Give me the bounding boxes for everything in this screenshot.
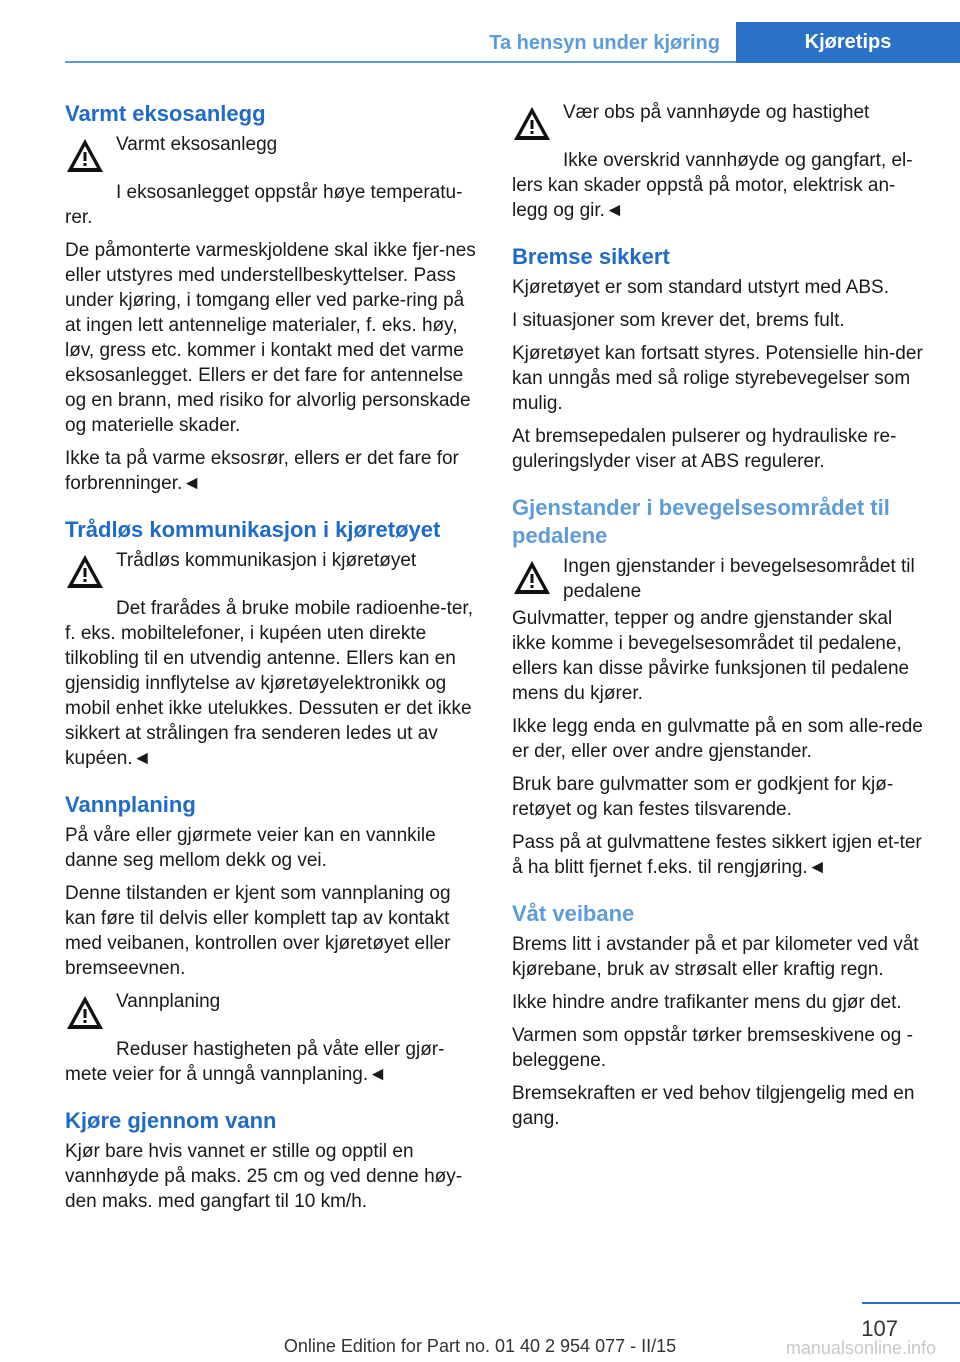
section-gjenstander-pedalene — [512, 494, 928, 880]
warning-triangle-icon — [65, 552, 105, 592]
warning-box — [512, 554, 928, 606]
warning-box — [65, 989, 481, 1041]
right-column — [512, 100, 928, 1151]
paragraph: Gulvmatter, tepper og andre gjenstander skal ikke komme i bevegelsesområdet til pedalene, ellers kan disse påvirke funksjonen til pedalene mens du kjører. — [512, 608, 910, 704]
section-vat-veibane — [512, 900, 928, 1131]
edition-note: Online Edition for Part no. 01 40 2 954 077 - II/15 — [283, 1336, 677, 1356]
paragraph: På våre eller gjørmete veier kan en vannkile danne seg mellom dekk og vei. — [65, 825, 436, 871]
paragraph: Varmen som oppstår tørker bremseskivene og -beleggene. — [512, 1025, 913, 1071]
footer-rule — [862, 1302, 960, 1304]
section-heading: Gjenstander i bevegelsesområdet til pedalene — [512, 495, 890, 548]
paragraph: Pass på at gulvmattene festes sikkert igjen et-ter å ha blitt fjernet f.eks. til rengjøring.◄ — [512, 832, 922, 878]
section-kjore-gjennom-vann — [65, 1107, 481, 1214]
warning-vannhoyde — [512, 100, 928, 223]
paragraph: De påmonterte varmeskjoldene skal ikke fjer-nes eller utstyres med understellbeskyttelser. Pass under kjøring, i tomgang eller ved parke-ring på at ingen lett antennelige materialer, f. eks. høy, løv, gress etc. kommer i kontakt med det varme eksosanlegget. Ellers er det fare for antennelse og en brann, med risiko for alvorlig personskade og materielle skader. — [65, 240, 476, 436]
section-heading: Vannplaning — [65, 792, 196, 817]
section-heading: Våt veibane — [512, 901, 635, 926]
warning-triangle-icon — [512, 104, 552, 144]
watermark: manualsonline.info — [785, 1338, 936, 1358]
section-heading: Kjøre gjennom vann — [65, 1108, 277, 1133]
paragraph: I situasjoner som krever det, brems fult. — [512, 310, 845, 331]
section-tradlos-kommunikasjon — [65, 516, 481, 771]
warning-title: Vær obs på vannhøyde og hastighet — [563, 102, 870, 123]
warning-text: Det frarådes å bruke mobile radioenhe-ter, f. eks. mobiltelefoner, i kupéen uten direkte tilkobling til en utvendig antenne. Ellers kan en gjensidig innflytelse av kjøretøyelektronikk og mobil enhet ikke utelukkes. Dessuten er det ikke sikkert at strålingen fra senderen ledes ut av kupéen.◄ — [65, 598, 473, 769]
paragraph: Ikke hindre andre trafikanter mens du gjør det. — [512, 992, 902, 1013]
paragraph: Bruk bare gulvmatter som er godkjent for kjø-retøyet og kan festes tilsvarende. — [512, 774, 894, 820]
warning-title: Trådløs kommunikasjon i kjøretøyet — [116, 550, 417, 571]
paragraph: Bremsekraften er ved behov tilgjengelig med en gang. — [512, 1083, 915, 1129]
paragraph: Kjøretøyet er som standard utstyrt med ABS. — [512, 277, 889, 298]
header-section-title: Ta hensyn under kjøring — [489, 32, 720, 54]
paragraph: Brems litt i avstander på et par kilometer ved våt kjørebane, bruk av strøsalt eller kraftig regn. — [512, 934, 919, 980]
warning-triangle-icon — [512, 558, 552, 598]
paragraph: Denne tilstanden er kjent som vannplaning og kan føre til delvis eller komplett tap av kontakt med veibanen, kontrollen over kjøretøyet eller bremseevnen. — [65, 883, 451, 979]
warning-title: Vannplaning — [116, 991, 221, 1012]
section-bremse-sikkert — [512, 243, 928, 474]
paragraph: Ikke ta på varme eksosrør, ellers er det fare for forbrenninger.◄ — [65, 448, 459, 494]
warning-title: Ingen gjenstander i bevegelsesområdet til pedalene — [563, 556, 915, 602]
section-varmt-eksosanlegg — [65, 100, 481, 496]
paragraph: Kjør bare hvis vannet er stille og opptil en vannhøyde på maks. 25 cm og ved denne høy-den maks. med gangfart til 10 km/h. — [65, 1141, 463, 1212]
warning-box — [65, 132, 481, 184]
header-tab: Kjøretips — [736, 22, 960, 63]
warning-text: Ikke overskrid vannhøyde og gangfart, el-lers kan skader oppstå på motor, elektrisk an-legg og gir.◄ — [512, 150, 913, 221]
warning-triangle-icon — [65, 136, 105, 176]
section-heading: Bremse sikkert — [512, 244, 670, 269]
section-heading: Varmt eksosanlegg — [65, 101, 266, 126]
warning-text: I eksosanlegget oppstår høye temperatu-rer. — [65, 182, 463, 228]
warning-box — [512, 100, 928, 152]
paragraph: At bremsepedalen pulserer og hydrauliske re-guleringslyder viser at ABS regulerer. — [512, 426, 897, 472]
paragraph: Kjøretøyet kan fortsatt styres. Potensielle hin-der kan unngås med så rolige styrebevegelser som mulig. — [512, 343, 923, 414]
left-column — [65, 100, 481, 1234]
warning-text: Reduser hastigheten på våte eller gjør-mete veier for å unngå vannplaning.◄ — [65, 1039, 445, 1085]
paragraph: Ikke legg enda en gulvmatte på en som alle-rede er der, eller over andre gjenstander. — [512, 716, 923, 762]
warning-title: Varmt eksosanlegg — [116, 134, 278, 155]
warning-triangle-icon — [65, 993, 105, 1033]
page-number: 107 — [861, 1316, 898, 1341]
section-heading: Trådløs kommunikasjon i kjøretøyet — [65, 517, 441, 542]
warning-box — [65, 548, 481, 600]
section-vannplaning — [65, 791, 481, 1087]
